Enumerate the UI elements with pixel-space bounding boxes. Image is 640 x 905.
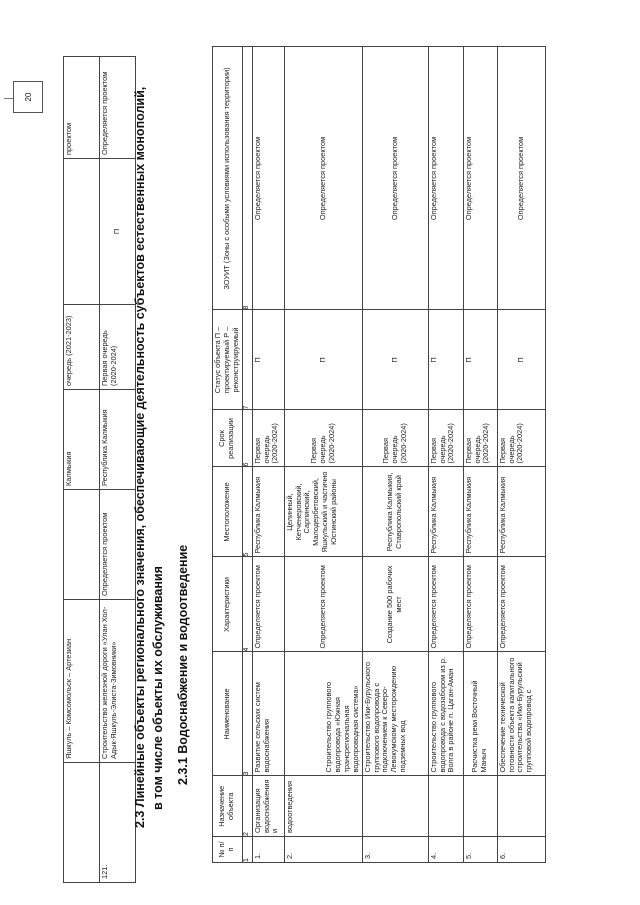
water-supply-table <box>212 46 546 863</box>
col-number: 7 <box>242 310 252 410</box>
header-term: Срок реализации <box>213 410 243 467</box>
cell-status: П <box>284 310 362 410</box>
cell-zone: Определяется проектом <box>428 47 463 310</box>
cell-num: 3. <box>362 837 428 863</box>
section-heading-line-2: в том числе объекты их обслуживания <box>151 566 165 810</box>
cell-zone: Определяется проектом <box>497 47 545 310</box>
cell-num: 1. <box>252 837 284 863</box>
cell-chars: Определяется проектом <box>463 557 497 652</box>
page-number: 20 <box>23 92 33 102</box>
header-row <box>213 47 243 863</box>
cell-status: П <box>497 310 545 410</box>
cell-status: П <box>463 310 497 410</box>
cell-term: очередь (2021-2023) <box>64 305 100 390</box>
cell-location: Республика Калмыкия <box>252 467 284 557</box>
cell-status: П <box>428 310 463 410</box>
cell-chars: Определяется проектом <box>100 490 136 600</box>
cell-name: Расчистка реки Восточный Маныч <box>463 652 497 776</box>
header-name: Наименование <box>213 652 243 776</box>
table-row <box>497 47 545 863</box>
cell-chars <box>64 490 100 600</box>
continued-table <box>63 56 136 883</box>
section-heading-line-1: 2.3 Линейные объекты регионального значения, обеспечивающие деятельность субъектов естественных монополий, <box>133 86 147 828</box>
cell-num: 2. <box>284 837 362 863</box>
col-number: 2 <box>242 776 252 837</box>
cell-purpose <box>428 776 463 837</box>
cell-term: Первая очередь (2020-2024) <box>362 410 428 467</box>
cell-name: Строительство железной дороги «Улан Хол-Адык-Яшкуль-Элиста-Зимовники» <box>100 600 136 763</box>
subsection-heading: 2.3.1 Водоснабжение и водоотведение <box>176 544 190 785</box>
col-number: 3 <box>242 652 252 776</box>
cell-name: Строительство группового водопровода «Южная трансрегиональная водопроводная система» <box>284 652 362 776</box>
col-number: 6 <box>242 410 252 467</box>
cell-status: П <box>252 310 284 410</box>
cell-chars: Создание 500 рабочих мест <box>362 557 428 652</box>
cell-zone: Определяется проектом <box>252 47 284 310</box>
section-heading <box>131 28 167 828</box>
cell-name: Яшкуль – Комсомольск – Артезиан <box>64 600 100 763</box>
cell-term: Первая очередь (2020-2024) <box>497 410 545 467</box>
cell-status: П <box>100 159 136 305</box>
cell-location: Целинный, Кетченеровский, Сарпинский, Малодербетовский, Яшкульский и частично Юстинский районы <box>284 467 362 557</box>
cell-location: Республика Калмыкия <box>100 390 136 490</box>
cell-location: Республика Калмыкия, Ставропольский край <box>362 467 428 557</box>
cell-purpose <box>362 776 428 837</box>
table-row <box>252 47 284 863</box>
header-status: Статус объекта П – проектируемый Р – реконструируемый <box>213 310 243 410</box>
cell-name: Строительство группового водопровода с водозабором из р. Волга в районе п. Цаган-Аман <box>428 652 463 776</box>
table-row <box>463 47 497 863</box>
header-purpose: Назначение объекта <box>213 776 243 837</box>
cell-chars: Определяется проектом <box>428 557 463 652</box>
header-chars: Характеристики <box>213 557 243 652</box>
cell-location: Республика Калмыкия <box>428 467 463 557</box>
cell-term: Первая очередь (2020-2024) <box>100 305 136 390</box>
table-row <box>428 47 463 863</box>
column-numbers-row <box>242 47 252 863</box>
cell-zone: Определяется проектом <box>284 47 362 310</box>
col-number: 4 <box>242 557 252 652</box>
cell-num: 6. <box>497 837 545 863</box>
table-row <box>362 47 428 863</box>
cell-status: П <box>362 310 428 410</box>
cell-name: Обеспечение технической готовности объекта капитального строительства «Ики-Бурульский групповой водопровод с <box>497 652 545 776</box>
table-row <box>64 57 100 883</box>
cell-term: Первая очередь (2020-2024) <box>284 410 362 467</box>
cell-location: Республика Калмыкия <box>463 467 497 557</box>
cell-zone: Определяется проектом <box>362 47 428 310</box>
page-number-box <box>13 81 43 113</box>
cell-chars: Определяется проектом <box>252 557 284 652</box>
cell-term: Первая очередь (2020-2024) <box>463 410 497 467</box>
cell-num: 121. <box>100 763 136 883</box>
header-location: Местоположение <box>213 467 243 557</box>
cell-purpose: водоотведения <box>284 776 362 837</box>
cell-location: Республика Калмыкия <box>497 467 545 557</box>
header-num: № п/п <box>213 837 243 863</box>
cell-name: Развитие сельских систем водоснабжения <box>252 652 284 776</box>
cell-num: 5. <box>463 837 497 863</box>
cell-term: Первая очередь (2020-2024) <box>428 410 463 467</box>
col-number: 1 <box>242 837 252 863</box>
cell-purpose <box>463 776 497 837</box>
header-zone: ЗОУИТ (Зоны с особыми условиями использования территории) <box>213 47 243 310</box>
cell-num <box>64 763 100 883</box>
cell-purpose: Организация водоснабжения и <box>252 776 284 837</box>
cell-num: 4. <box>428 837 463 863</box>
cell-status <box>64 159 100 305</box>
table-row <box>284 47 362 863</box>
cell-chars: Определяется проектом <box>497 557 545 652</box>
cell-zone: проектом <box>64 57 100 159</box>
cell-term: Первая очередь (2020-2024) <box>252 410 284 467</box>
col-number: 8 <box>242 47 252 310</box>
cell-chars: Определяется проектом <box>284 557 362 652</box>
cell-zone: Определяется проектом <box>463 47 497 310</box>
page-number-tick <box>4 98 13 99</box>
cell-location: Калмыкия <box>64 390 100 490</box>
cell-name: Строительство Ики-Бурульского группового водопровода с подключением к Северо-Левокумскому месторождению подземных вод <box>362 652 428 776</box>
col-number: 5 <box>242 467 252 557</box>
cell-zone: Определяется проектом <box>100 57 136 159</box>
cell-purpose <box>497 776 545 837</box>
